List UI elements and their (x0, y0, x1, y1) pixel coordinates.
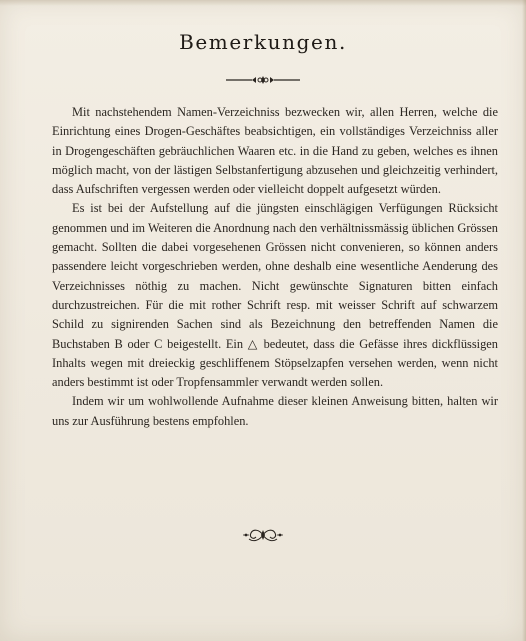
paragraph-details: Es ist bei der Aufstellung auf die jüngsten einschlägigen Verfügungen Rücksicht genommen und im Weiteren die Anordnung nach den verhältnissmässig üblichen Grössen gemacht. Sollten die dabei vorgesehenen Grössen nicht convenieren, so können anders passendere leicht vorgeschrieben werden, ohne deshalb eine wesentliche Aenderung des Verzeichnisses nöthig zu machen. Nicht gewünschte Signaturen bitten einfach durchzustreichen. Für die mit rother Schrift resp. mit weisser Schrift auf schwarzem Schild zu signirenden Sachen sind als Bezeichnung den betreffenden Namen die Buchstaben B oder C beigestellt. Ein △ bedeutet, dass die Gefässe ihres dickflüssigen Inhalts wegen mit dreieckig geschliffenem Stöpselzapfen versehen werden, wenn nicht anders bestimmt ist oder Tropfensammler verwandt werden sollen. (52, 201, 498, 390)
paragraph-intro: Mit nachstehendem Namen-Verzeichniss bezwecken wir, allen Herren, welche die Einrichtung eines Drogen-Geschäftes beabsichtigen, ein vollständiges Verzeichniss aller in Drogengeschäften gebräuchlichen Waaren etc. in die Hand zu geben, welches es ihnen möglich macht, von der lästigen Selbstanfertigung abzusehen und gleichzeitig verhindert, dass Aufschriften vergessen werden oder vielleicht doppelt aufgesetzt würden. (52, 105, 498, 197)
divider-ornament-icon (226, 74, 300, 86)
fleuron-ornament-icon (243, 524, 283, 546)
paragraph-closing: Indem wir um wohlwollende Aufnahme dieser kleinen Anweisung bitten, halten wir uns zur Ausführung bestens empfohlen. (52, 394, 498, 428)
paper-edge (522, 0, 526, 641)
remarks-body (52, 103, 498, 431)
page-title: Bemerkungen. (179, 30, 347, 54)
